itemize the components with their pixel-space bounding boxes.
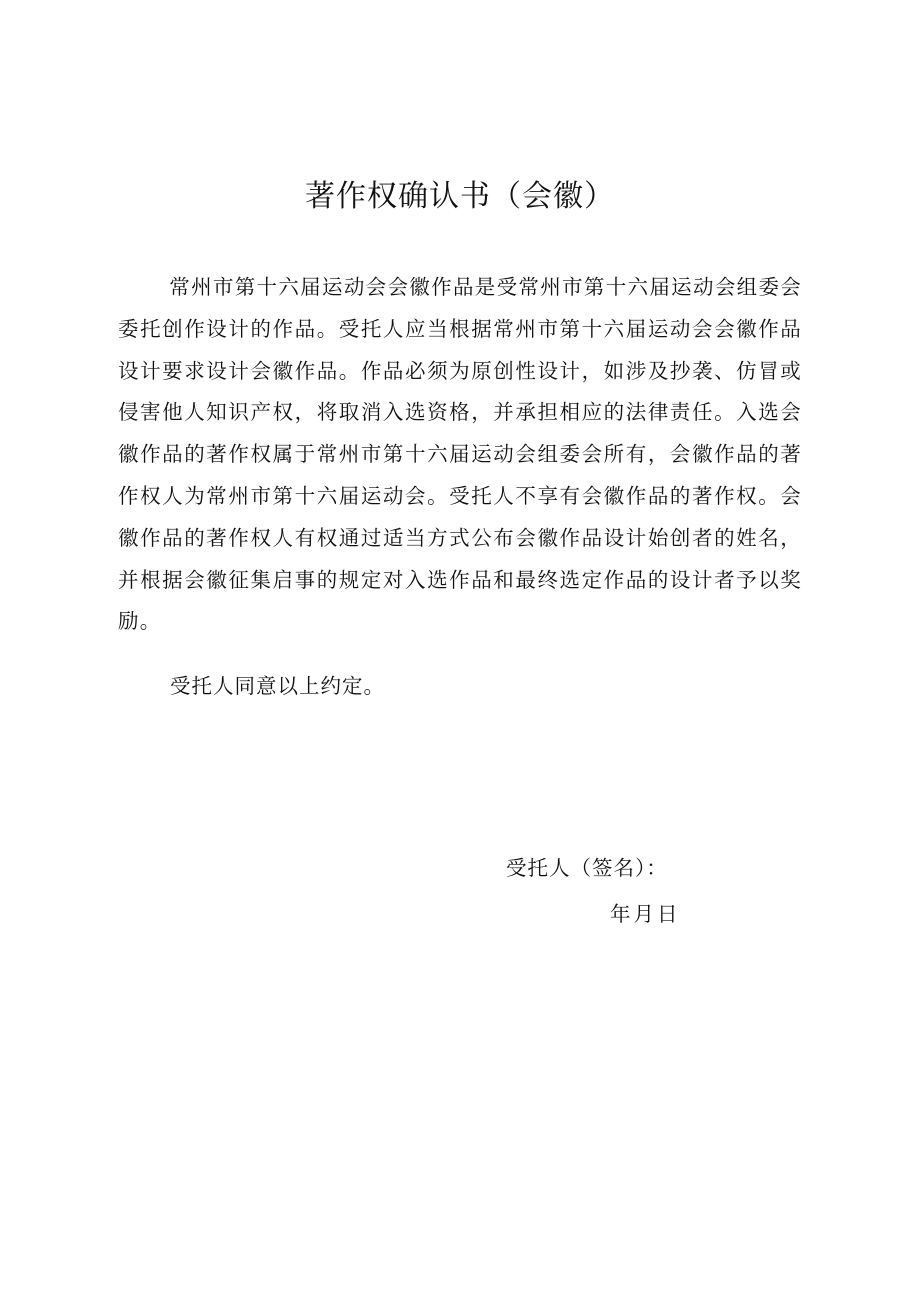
document-title: 著作权确认书（会徽）: [305, 179, 615, 214]
date-label: 年月日: [610, 902, 681, 926]
body-paragraph: 常州市第十六届运动会会徽作品是受常州市第十六届运动会组委会委托创作设计的作品。受托人应当根据常州市第十六届运动会会徽作品设计要求设计会徽作品。作品必须为原创性设计，如涉及抄袭、仿冒或侵害他人知识产权，将取消入选资格，并承担相应的法律责任。入选会徽作品的著作权属于常州市第十六届运动会组委会所有，会徽作品的著作权人为常州市第十六届运动会。受托人不享有会徽作品的著作权。会徽作品的著作权人有权通过适当方式公布会徽作品设计始创者的姓名，并根据会徽征集启事的规定对入选作品和最终选定作品的设计者予以奖励。: [118, 275, 802, 634]
signature-label: 受托人（签名）：: [506, 856, 668, 880]
agreement-line: 受托人同意以上约定。: [170, 674, 385, 698]
